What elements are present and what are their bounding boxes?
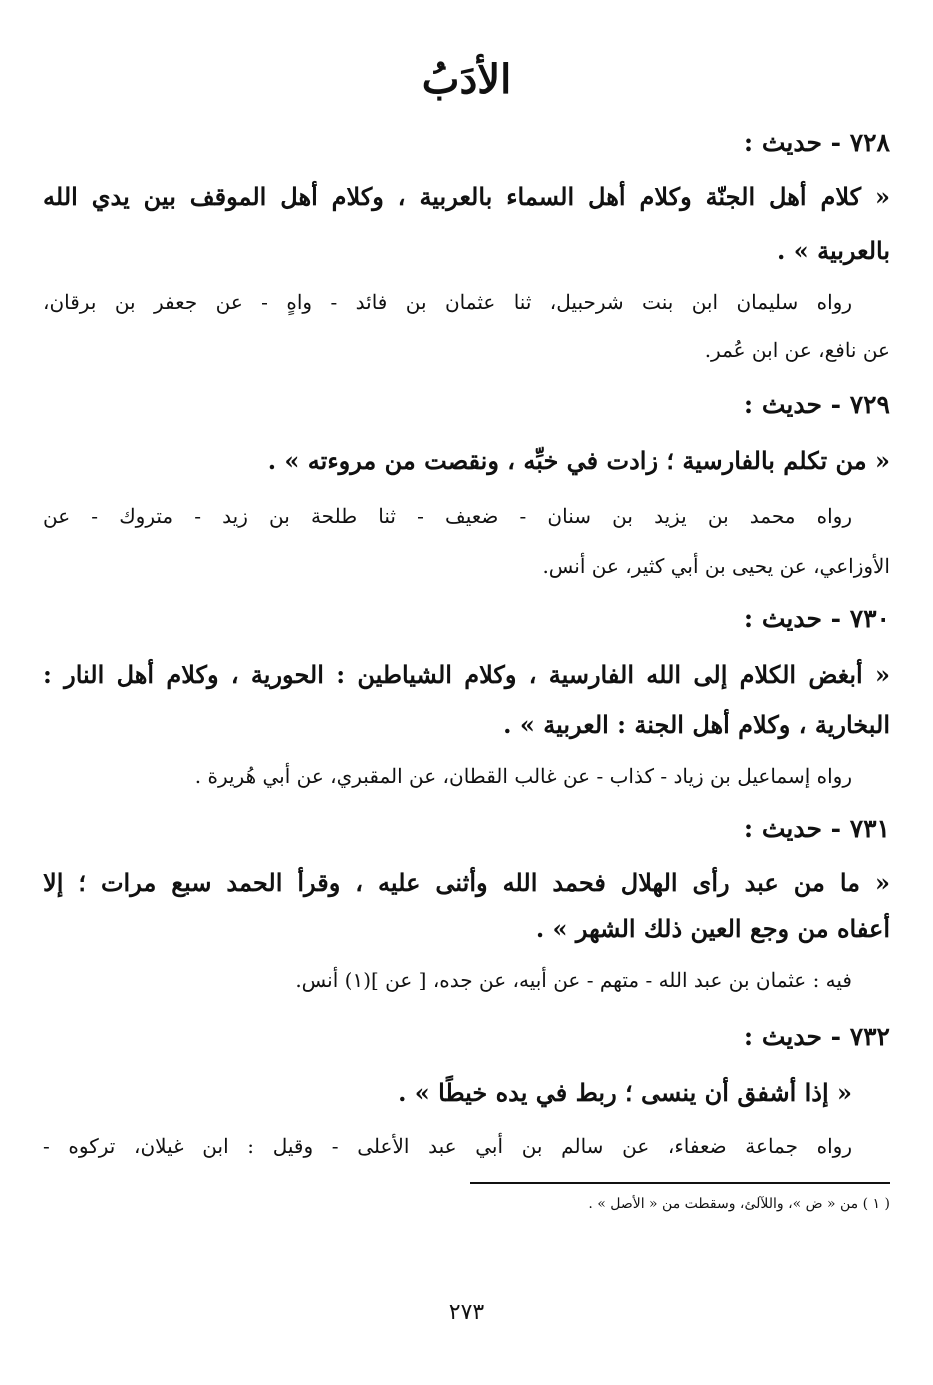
narration-728-line-1: رواه سليمان ابن بنت شرحبيل، ثنا عثمان بن فائد - واهٍ - عن جعفر بن برقان، <box>43 290 853 314</box>
hadith-heading-732: ٧٣٢ - حديث : <box>743 1022 890 1051</box>
hadith-heading-731: ٧٣١ - حديث : <box>743 814 890 843</box>
narration-729-line-2: الأوزاعي، عن يحيى بن أبي كثير، عن أنس. <box>542 554 890 578</box>
hadith-heading-730: ٧٣٠ - حديث : <box>743 604 890 633</box>
footnote: ( ١ ) من « ض »، واللآلئ، وسقطت من « الأصل » . <box>588 1196 890 1212</box>
narration-729-line-1: رواه محمد بن يزيد بن سنان - ضعيف - ثنا طلحة بن زيد - متروك - عن <box>43 504 852 528</box>
narration-731-line-1: فيه : عثمان بن عبد الله - متهم - عن أبيه، عن جده، [ عن ](١) أنس. <box>295 968 852 992</box>
hadith-text-730-line-2: البخارية ، وكلام أهل الجنة : العربية » . <box>503 710 890 739</box>
narration-728-line-2: عن نافع، عن ابن عُمر. <box>704 338 890 362</box>
hadith-text-728-line-2: بالعربية » . <box>777 236 890 265</box>
hadith-text-731-line-1: « ما من عبد رأى الهلال فحمد الله وأثنى عليه ، وقرأ الحمد سبع مرات ؛ إلا <box>43 868 890 897</box>
hadith-heading-728: ٧٢٨ - حديث : <box>743 128 890 157</box>
narration-732-line-1: رواه جماعة ضعفاء، عن سالم بن أبي عبد الأعلى - وقيل : ابن غيلان، تركوه - <box>43 1134 852 1158</box>
hadith-text-729-line-1: « من تكلم بالفارسية ؛ زادت في خبِّه ، ونقصت من مروءته » . <box>267 446 890 475</box>
hadith-text-732-line-1: « إذا أشفق أن ينسى ؛ ربط في يده خيطًا » . <box>398 1078 852 1107</box>
footnote-divider <box>470 1182 890 1184</box>
hadith-heading-729: ٧٢٩ - حديث : <box>743 390 890 419</box>
page-number: ٢٧٣ <box>448 1300 485 1325</box>
narration-730-line-1: رواه إسماعيل بن زياد - كذاب - عن غالب القطان، عن المقبري، عن أبي هُريرة . <box>194 764 852 788</box>
hadith-text-730-line-1: « أبغض الكلام إلى الله الفارسية ، وكلام الشياطين : الحورية ، وكلام أهل النار : <box>43 660 890 689</box>
hadith-text-728-line-1: « كلام أهل الجنّة وكلام أهل السماء بالعربية ، وكلام أهل الموقف بين يدي الله <box>43 182 890 211</box>
hadith-text-731-line-2: أعفاه من وجع العين ذلك الشهر » . <box>535 914 890 943</box>
page-title: الأدَبُ <box>421 56 512 103</box>
